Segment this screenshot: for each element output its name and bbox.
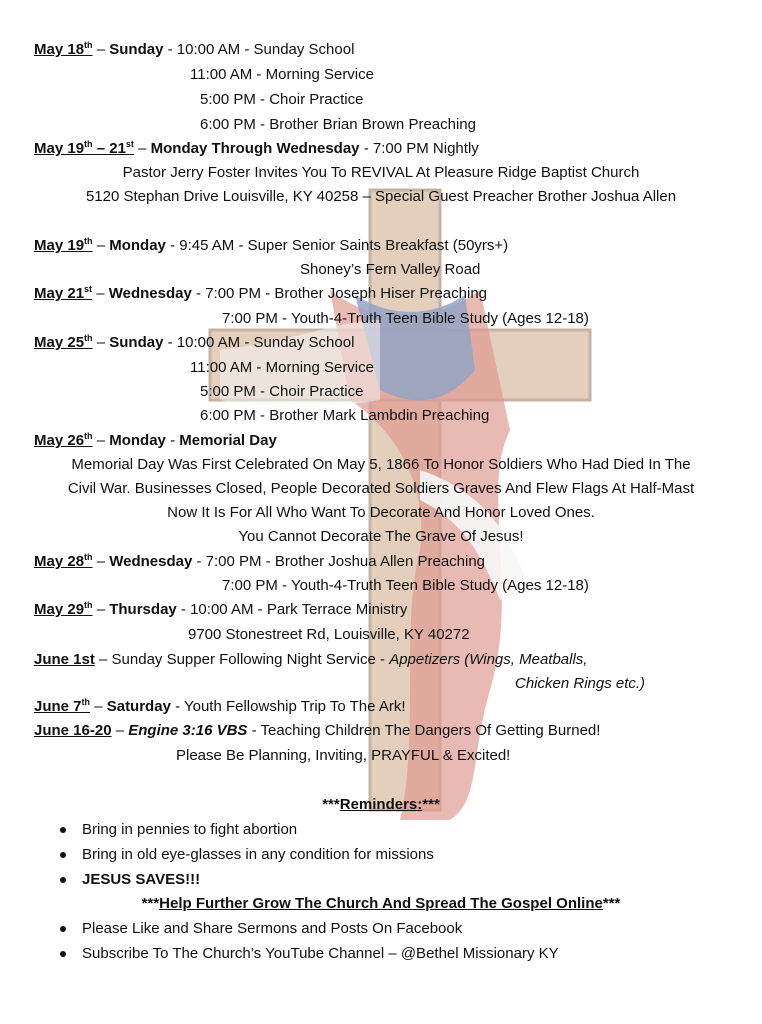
may28-preaching: May 28th – Wednesday - 7:00 PM - Brother Joshua Allen Preaching (34, 552, 486, 570)
may29-ministry: May 29th – Thursday - 10:00 AM - Park Terrace Ministry (34, 600, 408, 618)
may25-preaching: 6:00 PM - Brother Mark Lambdin Preaching (200, 407, 490, 424)
may28-youth: 7:00 PM - Youth-4-Truth Teen Bible Study (Ages 12-18) (222, 577, 589, 594)
revival-invite: Pastor Jerry Foster Invites You To REVIVAL At Pleasure Ridge Baptist Church (122, 164, 640, 181)
bullet-icon (60, 926, 66, 932)
june1-appetizers-cont: Chicken Rings etc.) (515, 675, 646, 692)
june1-supper: June 1st – Sunday Supper Following Night Service - Appetizers (Wings, Meatballs, (34, 651, 588, 668)
may19-breakfast: May 19th – Monday - 9:45 AM - Super Senior Saints Breakfast (50yrs+) (34, 236, 509, 254)
reminder-pennies: Bring in pennies to fight abortion (82, 821, 298, 838)
may25-morning: 11:00 AM - Morning Service (190, 359, 374, 376)
may18-preaching: 6:00 PM - Brother Brian Brown Preaching (200, 116, 476, 133)
may25-choir: 5:00 PM - Choir Practice (200, 383, 364, 400)
may25-sunday-school: May 25th – Sunday - 10:00 AM - Sunday School (34, 333, 355, 351)
memorial-para-2: Civil War. Businesses Closed, People Decorated Soldiers Graves And Flew Flags At Half-Mast (67, 480, 695, 497)
reminders-heading: ***Reminders:*** (322, 796, 440, 813)
may26-memorial: May 26th – Monday - Memorial Day (34, 431, 277, 449)
may18-morning-service: 11:00 AM - Morning Service (190, 66, 374, 83)
memorial-para-4: You Cannot Decorate The Grave Of Jesus! (238, 528, 524, 545)
revival-address: 5120 Stephan Drive Louisville, KY 40258 – Special Guest Preacher Brother Joshua Allen (85, 188, 677, 205)
bullet-icon (60, 852, 66, 858)
online-facebook: Please Like and Share Sermons and Posts On Facebook (82, 920, 463, 937)
online-youtube: Subscribe To The Church’s YouTube Channel – @Bethel Missionary KY (82, 945, 559, 962)
online-heading: ***Help Further Grow The Church And Spread The Gospel Online*** (141, 895, 621, 912)
reminder-eyeglasses: Bring in old eye-glasses in any condition for missions (82, 846, 434, 863)
date-label: May 18th (34, 40, 93, 58)
may21-youth: 7:00 PM - Youth-4-Truth Teen Bible Study (Ages 12-18) (222, 310, 589, 327)
memorial-para-3: Now It Is For All Who Want To Decorate And Honor Loved Ones. (167, 504, 595, 521)
may21-preaching: May 21st – Wednesday - 7:00 PM - Brother Joseph Hiser Preaching (34, 284, 488, 302)
june16-planning: Please Be Planning, Inviting, PRAYFUL & Excited! (176, 747, 511, 764)
may29-address: 9700 Stonestreet Rd, Louisville, KY 40272 (188, 626, 470, 643)
bullet-icon (60, 877, 66, 883)
may19-21-revival: May 19th – 21st – Monday Through Wednesday - 7:00 PM Nightly (34, 139, 479, 157)
june16-vbs: June 16-20 – Engine 3:16 VBS - Teaching Children The Dangers Of Getting Burned! (34, 722, 601, 739)
may18-choir: 5:00 PM - Choir Practice (200, 91, 364, 108)
june7-trip: June 7th – Saturday - Youth Fellowship Trip To The Ark! (34, 697, 406, 715)
day-label: Sunday (109, 41, 164, 58)
memorial-para-1: Memorial Day Was First Celebrated On May 5, 1866 To Honor Soldiers Who Had Died In The (71, 456, 691, 473)
bullet-icon (60, 827, 66, 833)
reminder-jesus-saves: JESUS SAVES!!! (82, 871, 201, 888)
may18-sunday-school: May 18th – Sunday - 10:00 AM - Sunday School (34, 40, 355, 58)
may19-location: Shoney’s Fern Valley Road (300, 261, 481, 278)
bullet-icon (60, 951, 66, 957)
